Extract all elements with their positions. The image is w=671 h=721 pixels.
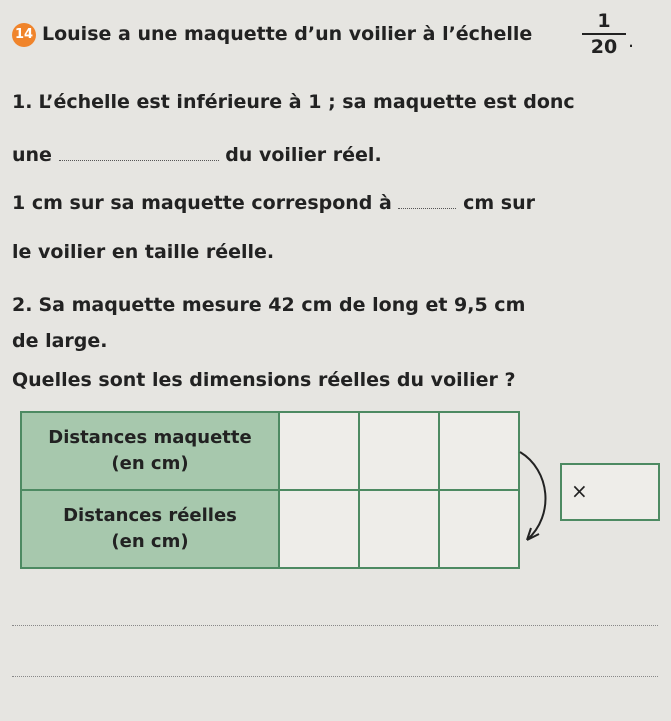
exercise-intro: Louise a une maquette d’un voilier à l’échelle <box>42 23 533 45</box>
scale-fraction <box>582 10 626 58</box>
scale-numerator: 1 <box>597 10 611 32</box>
exercise-number-badge: 14 <box>12 23 36 47</box>
answer-blank-2[interactable] <box>398 194 456 209</box>
q1-line2 <box>12 143 382 167</box>
q2-text-line1: Sa maquette mesure 42 cm de long et 9,5 cm <box>38 294 526 316</box>
q1-line1 <box>12 90 575 114</box>
q1-line2-before: une <box>12 144 52 166</box>
row-header-real-line1: Distances réelles <box>63 505 237 526</box>
q2-number: 2. <box>12 294 33 316</box>
table-cell[interactable] <box>359 490 439 568</box>
q1-line3-after: cm sur <box>463 192 535 214</box>
table-row-real <box>21 490 519 568</box>
table-cell[interactable] <box>279 412 359 490</box>
q2-question: Quelles sont les dimensions réelles du voilier ? <box>12 369 516 391</box>
heading-period: . <box>628 30 635 52</box>
proportionality-table <box>20 411 520 569</box>
fraction-bar <box>582 33 626 35</box>
exercise-heading <box>12 22 532 47</box>
row-header-model-line2: (en cm) <box>111 453 189 474</box>
row-header-real-line2: (en cm) <box>111 531 189 552</box>
answer-line-1[interactable] <box>12 625 658 626</box>
q1-line3-before: 1 cm sur sa maquette correspond à <box>12 192 392 214</box>
answer-blank-1[interactable] <box>59 146 219 161</box>
q1-line3 <box>12 191 535 215</box>
q1-number: 1. <box>12 91 33 113</box>
q1-line2-after: du voilier réel. <box>225 144 382 166</box>
multiply-sign: × <box>571 479 588 503</box>
q2-line1 <box>12 293 525 317</box>
q2-line2: de large. <box>12 330 108 352</box>
answer-line-2[interactable] <box>12 676 658 677</box>
row-header-model <box>21 412 279 490</box>
table-cell[interactable] <box>439 490 519 568</box>
table-cell[interactable] <box>359 412 439 490</box>
table-cell[interactable] <box>279 490 359 568</box>
row-header-real <box>21 490 279 568</box>
scale-denominator: 20 <box>590 36 618 58</box>
q1-text-line1: L’échelle est inférieure à 1 ; sa maquette est donc <box>38 91 575 113</box>
table-row-model <box>21 412 519 490</box>
table-cell[interactable] <box>439 412 519 490</box>
q1-line4: le voilier en taille réelle. <box>12 241 275 263</box>
curved-arrow-icon <box>515 440 565 560</box>
multiplier-box[interactable] <box>560 463 660 521</box>
row-header-model-line1: Distances maquette <box>48 427 252 448</box>
